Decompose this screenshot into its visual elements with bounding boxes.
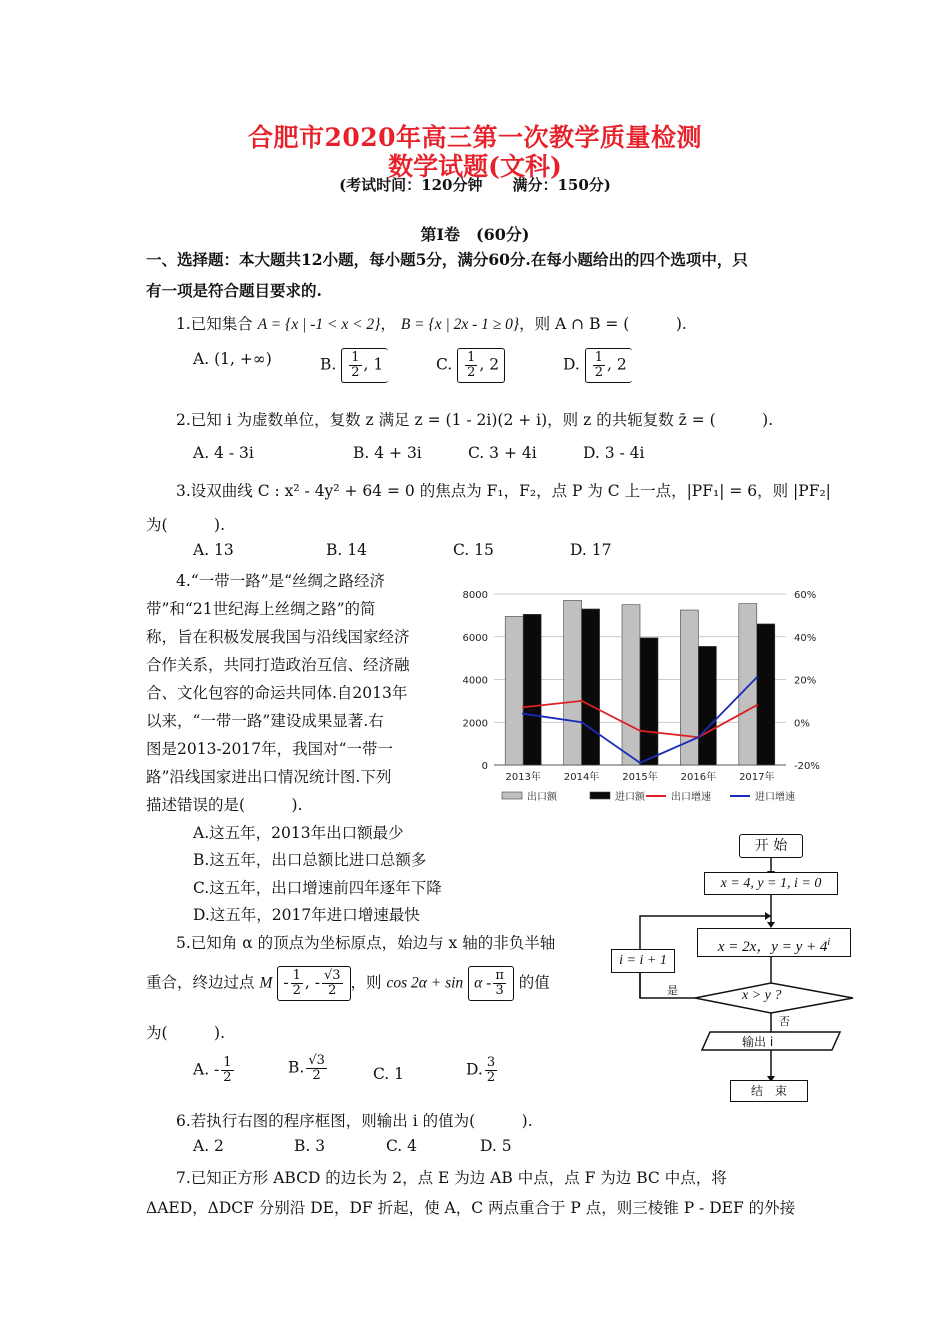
question-5-line2: 重合，终边过点 M - $\frac{1}{2}$ , - $\frac{√3}{2}$ ，则 cos 2α + sin α - $\frac{\pi}{3}$ 的值 xyxy=(146,966,550,1001)
x-tick-label: 2016年 xyxy=(680,772,717,783)
question-1: 1.已知集合 A = {x | -1 < x < 2}， B = {x | 2x - 1 ≥ 0}，则 A ∩ B = ( ). xyxy=(176,315,687,333)
y-right-tick-label: 60% xyxy=(794,590,817,601)
q2-option-a: A. 4 - 3i xyxy=(193,444,254,462)
legend-label: 进口额 xyxy=(615,792,645,803)
section-heading-line1: 一、选择题：本大题共12小题，每小题5分，满分60分.在每小题给出的四个选项中，只 xyxy=(146,250,748,269)
section-heading-line2: 有一项是符合题目要求的. xyxy=(146,281,322,300)
q3-option-d: D. 17 xyxy=(570,541,612,559)
q1-option-c: C. $\frac{1}{2}$ , 2 xyxy=(436,348,505,383)
paper-title: 合肥市2020年高三第一次教学质量检测 xyxy=(247,123,703,152)
chart-bars xyxy=(505,600,775,765)
y-right-tick-label: 20% xyxy=(794,675,817,687)
point-进口增速-2017年 xyxy=(756,676,758,678)
flowchart-output: 输出 i xyxy=(742,1035,774,1049)
question-7-line2: ΔAED，ΔDCF 分别沿 DE，DF 折起，使 A，C 两点重合于 P 点，则三棱锥 P - DEF 的外接 xyxy=(146,1199,796,1217)
question-4-line6: 以来，“一带一路”建设成果显著.右 xyxy=(146,712,384,730)
paper-subtitle: 数学试题(文科) xyxy=(388,152,562,181)
y-left-tick-label: 8000 xyxy=(462,590,488,601)
legend-label: 进口增速 xyxy=(755,792,795,803)
legend-swatch xyxy=(502,792,522,799)
trade-chart xyxy=(450,582,830,810)
q6-option-c: C. 4 xyxy=(386,1137,418,1155)
point-出口增速-2014年 xyxy=(580,700,582,702)
chart-legend xyxy=(502,790,795,803)
question-2: 2.已知 i 为虚数单位，复数 z 满足 z = (1 - 2i)(2 + i)，则 z 的共轭复数 z̄ = ( ). xyxy=(176,411,774,429)
flowchart-condition: x > y ? xyxy=(742,988,782,1003)
y-left-tick-label: 4000 xyxy=(462,675,488,687)
q4-option-a: A.这五年，2013年出口额最少 xyxy=(193,824,404,842)
q4-option-d: D.这五年，2017年进口增速最快 xyxy=(193,906,420,924)
legend-label: 出口增速 xyxy=(671,792,711,803)
flowchart-yes-label: 是 xyxy=(667,984,678,997)
question-5-line1: 5.已知角 α 的顶点为坐标原点，始边与 x 轴的非负半轴 xyxy=(176,934,556,952)
q5-option-d: D. $\frac{3}{2}$ xyxy=(466,1055,496,1085)
question-4-line2: 带”和“21世纪海上丝绸之路”的简 xyxy=(146,600,376,618)
q5-option-a: A. - $\frac{1}{2}$ xyxy=(193,1055,232,1085)
q1-option-b: B. $\frac{1}{2}$ , 1 xyxy=(320,348,388,383)
q1-option-a: A. (1, +∞) xyxy=(193,350,272,368)
exam-info: (考试时间：120分钟 满分：150分) xyxy=(339,176,611,194)
flowchart-end: 结 束 xyxy=(730,1080,808,1102)
point-出口增速-2017年 xyxy=(756,704,758,706)
q6-option-b: B. 3 xyxy=(294,1137,326,1155)
point-进口增速-2013年 xyxy=(522,713,524,715)
q6-option-a: A. 2 xyxy=(193,1137,224,1155)
y-right-tick-label: 40% xyxy=(794,632,817,644)
question-3-line1: 3.设双曲线 C : x² - 4y² + 64 = 0 的焦点为 F₁，F₂，点 P 为 C 上一点，|PF₁| = 6，则 |PF₂| xyxy=(176,482,831,500)
q5-option-c: C. 1 xyxy=(373,1065,405,1083)
q3-option-a: A. 13 xyxy=(193,541,234,559)
question-6: 6.若执行右图的程序框图，则输出 i 的值为( ). xyxy=(176,1112,533,1130)
legend-swatch xyxy=(590,792,610,799)
y-left-tick-label: 6000 xyxy=(462,632,488,644)
q6-option-d: D. 5 xyxy=(480,1137,512,1155)
flowchart-increment: i = i + 1 xyxy=(611,949,675,973)
question-4-line4: 合作关系，共同打造政治互信、经济融 xyxy=(146,656,410,674)
bar-进口额-2016年 xyxy=(698,646,716,765)
question-4-line8: 路”沿线国家进出口情况统计图.下列 xyxy=(146,768,392,786)
bar-出口额-2014年 xyxy=(564,600,582,765)
question-4-line3: 称，旨在积极发展我国与沿线国家经济 xyxy=(146,628,410,646)
x-tick-label: 2017年 xyxy=(739,772,775,783)
y-left-tick-label: 0 xyxy=(481,761,488,772)
question-4-line1: 4.“一带一路”是“丝绸之路经济 xyxy=(176,572,386,590)
q3-option-c: C. 15 xyxy=(453,541,494,559)
bar-出口额-2017年 xyxy=(739,604,757,765)
question-5-line3: 为( ). xyxy=(146,1024,226,1042)
point-出口增速-2015年 xyxy=(639,730,641,732)
bar-进口额-2014年 xyxy=(582,609,600,765)
legend-label: 出口额 xyxy=(527,792,557,803)
bar-出口额-2013年 xyxy=(505,616,523,765)
bar-进口额-2013年 xyxy=(523,614,541,765)
q4-option-b: B.这五年，出口总额比进口总额多 xyxy=(193,851,427,869)
part-heading: 第Ⅰ卷 (60分) xyxy=(420,225,530,244)
point-进口增速-2016年 xyxy=(697,736,699,738)
question-4-line5: 合、文化包容的命运共同体.自2013年 xyxy=(146,684,408,702)
question-4-line7: 图是2013-2017年，我国对“一带一 xyxy=(146,740,394,758)
flowchart-init: x = 4, y = 1, i = 0 xyxy=(704,872,838,895)
flowchart-update: x = 2x，$y = y + 4^i$ xyxy=(697,928,851,957)
q2-option-c: C. 3 + 4i xyxy=(468,444,537,462)
q3-option-b: B. 14 xyxy=(326,541,367,559)
y-left-tick-label: 2000 xyxy=(462,718,488,730)
question-3-line2: 为( ). xyxy=(146,516,226,534)
q2-option-d: D. 3 - 4i xyxy=(583,444,645,462)
q5-option-b: B. $\frac{√3}{2}$ xyxy=(288,1053,325,1083)
bar-进口额-2015年 xyxy=(640,638,658,765)
flowchart-start: 开 始 xyxy=(739,834,803,858)
q1-option-d: D. $\frac{1}{2}$ , 2 xyxy=(563,348,632,383)
point-出口增速-2013年 xyxy=(522,706,524,708)
question-4-line9: 描述错误的是( ). xyxy=(146,796,303,814)
flowchart-no-label: 否 xyxy=(779,1015,790,1028)
q4-option-c: C.这五年，出口增速前四年逐年下降 xyxy=(193,879,442,897)
point-进口增速-2015年 xyxy=(639,762,641,764)
x-tick-label: 2013年 xyxy=(505,772,541,783)
bar-出口额-2015年 xyxy=(622,605,640,765)
question-7-line1: 7.已知正方形 ABCD 的边长为 2，点 E 为边 AB 中点，点 F 为边 BC 中点，将 xyxy=(176,1169,727,1187)
q2-option-b: B. 4 + 3i xyxy=(353,444,422,462)
point-进口增速-2014年 xyxy=(580,721,582,723)
x-tick-label: 2015年 xyxy=(622,772,658,783)
y-right-tick-label: 0% xyxy=(794,718,810,730)
y-right-tick-label: -20% xyxy=(794,761,820,772)
bar-进口额-2017年 xyxy=(757,624,775,765)
x-tick-label: 2014年 xyxy=(563,772,600,783)
